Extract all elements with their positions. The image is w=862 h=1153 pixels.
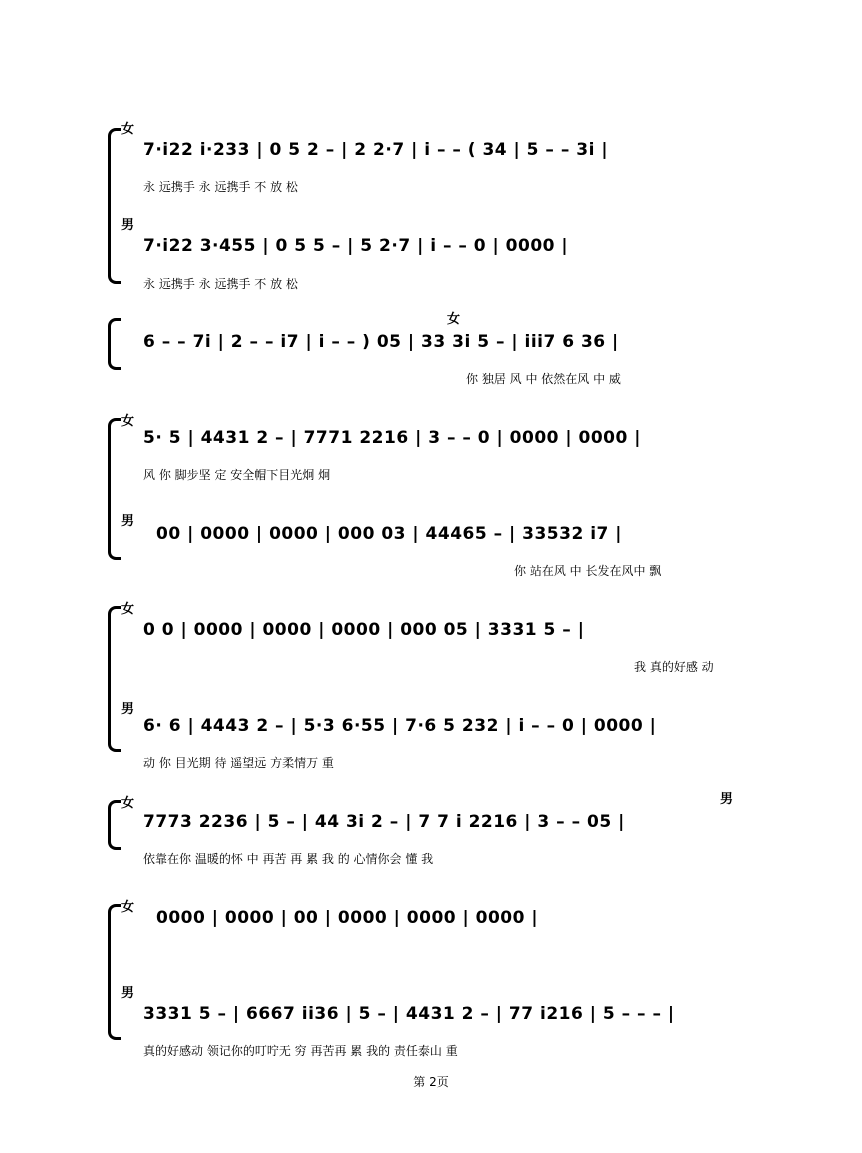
male-voice-label: 男 bbox=[121, 218, 135, 233]
lyrics-line: 我 真的好感 动 bbox=[634, 660, 714, 674]
male-voice-label: 男 bbox=[121, 986, 135, 1001]
male-voice-label: 男 bbox=[720, 792, 734, 807]
lyrics-line: 依靠在你 温暖的怀 中 再苦 再 累 我 的 心情你会 懂 我 bbox=[143, 852, 434, 866]
notation-line: 3331 5 – | 6667 ii36 | 5 – | 4431 2 – | 77 i216 | 5 – – – | bbox=[143, 1004, 675, 1024]
lyrics-line: 真的好感动 领记你的叮咛无 穷 再苦再 累 我的 责任泰山 重 bbox=[143, 1044, 458, 1058]
lyrics-line: 永 远携手 永 远携手 不 放 松 bbox=[143, 277, 298, 291]
female-voice-label: 女 bbox=[121, 602, 135, 617]
notation-line: 6· 6 | 4443 2 – | 5·3 6·55 | 7·6 5 232 | i – – 0 | 0000 | bbox=[143, 716, 657, 736]
lyrics-line: 动 你 目光期 待 遥望远 方柔情万 重 bbox=[143, 756, 334, 770]
male-voice-label: 男 bbox=[121, 514, 135, 529]
notation-line: 0 0 | 0000 | 0000 | 0000 | 000 05 | 3331 5 – | bbox=[143, 620, 585, 640]
lyrics-line: 风 你 脚步坚 定 安全帽下目光炯 炯 bbox=[143, 468, 331, 482]
lyrics-line: 永 远携手 永 远携手 不 放 松 bbox=[143, 180, 298, 194]
system-brace bbox=[108, 418, 121, 560]
system-brace bbox=[108, 606, 121, 752]
lyrics-line: 你 独居 风 中 依然在风 中 威 bbox=[466, 372, 621, 386]
female-voice-label: 女 bbox=[121, 122, 135, 137]
page-number: 第 2页 bbox=[413, 1075, 449, 1089]
notation-line: 7·i22 3·455 | 0 5 5 – | 5 2·7 | i – – 0 | 0000 | bbox=[143, 236, 569, 256]
female-voice-label: 女 bbox=[447, 312, 461, 327]
system-brace bbox=[108, 904, 121, 1040]
notation-line: 7773 2236 | 5 – | 44 3i 2 – | 7 7 i 2216 | 3 – – 05 | bbox=[143, 812, 625, 832]
notation-line: 5· 5 | 4431 2 – | 7771 2216 | 3 – – 0 | 0000 | 0000 | bbox=[143, 428, 641, 448]
lyrics-line: 你 站在风 中 长发在风中 飘 bbox=[514, 564, 662, 578]
notation-line: 00 | 0000 | 0000 | 000 03 | 44465 – | 33532 i7 | bbox=[156, 524, 622, 544]
system-brace bbox=[108, 318, 121, 370]
notation-line: 7·i22 i·233 | 0 5 2 – | 2 2·7 | i – – ( 34 | 5 – – 3i | bbox=[143, 140, 609, 160]
female-voice-label: 女 bbox=[121, 414, 135, 429]
notation-line: 6 – – 7i | 2 – – i7 | i – – ) 05 | 33 3i 5 – | iii7 6 36 | bbox=[143, 332, 619, 352]
system-brace bbox=[108, 800, 121, 850]
female-voice-label: 女 bbox=[121, 796, 135, 811]
notation-line: 0000 | 0000 | 00 | 0000 | 0000 | 0000 | bbox=[156, 908, 539, 928]
male-voice-label: 男 bbox=[121, 702, 135, 717]
female-voice-label: 女 bbox=[121, 900, 135, 915]
system-brace bbox=[108, 128, 121, 284]
